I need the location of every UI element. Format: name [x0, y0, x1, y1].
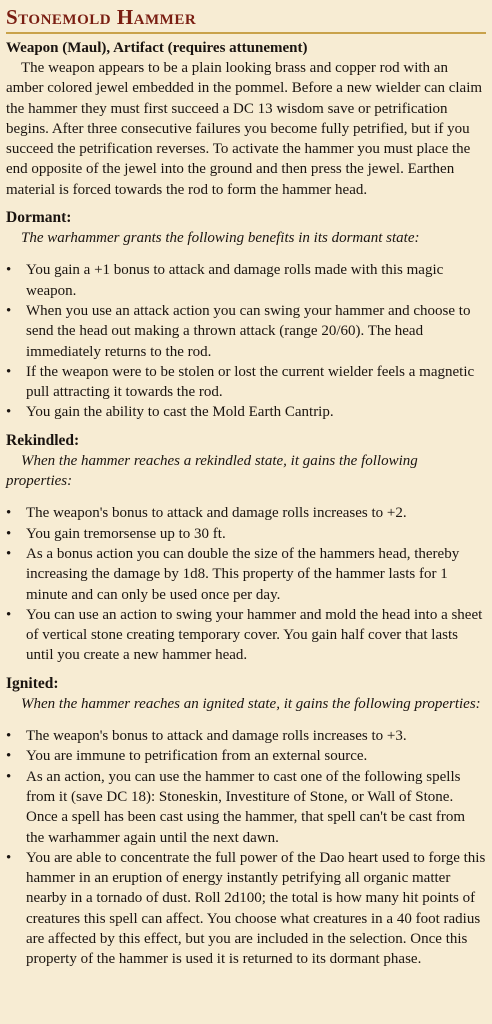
list-item: • You gain tremorsense up to 30 ft.	[6, 524, 486, 544]
item-description: The weapon appears to be a plain looking brass and copper rod with an amber colored jewel embedded in the pommel. Before a new wielder can claim the hammer they must first succeed a DC 13 wisdom save or petrification begins. After three consecutive failures you become fully petrified, but if you succeed the petrification reverses. To activate the hammer you must place the end opposite of the jewel into the ground and then press the jewel. Earthen material is forced towards the rod to form the hammer head.	[6, 60, 483, 198]
section-intro: When the hammer reaches a rekindled state, it gains the following properties:	[6, 452, 418, 490]
list-item: • The weapon's bonus to attack and damage rolls increases to +2.	[6, 503, 486, 523]
section-rekindled	[6, 431, 486, 666]
section-heading: Rekindled:	[6, 431, 80, 449]
bullet-icon: •	[6, 748, 12, 765]
section-dormant	[6, 208, 486, 423]
list-item: • You are able to concentrate the full power of the Dao heart used to forge this hammer in an eruption of energy instantly petrifying all organic matter nearby in a tornado of dust. Roll 2d100; the total is how many hit points of creatures this spell can affect. You choose what creatures in a 40 foot radius are affected by this effect, but you are included in the selection. Once this property of the hammer is used it is returned to its dormant phase.	[6, 849, 486, 968]
bullet-icon: •	[6, 404, 12, 421]
bullet-icon: •	[6, 768, 12, 785]
section-heading: Dormant:	[6, 209, 72, 227]
list-item: • You can use an action to swing your hammer and mold the head into a sheet of vertical stone creating temporary cover. You gain half cover that lasts until you create a new hammer head.	[6, 606, 483, 664]
benefit-list	[6, 726, 486, 970]
list-item: • You gain the ability to cast the Mold Earth Cantrip.	[6, 402, 486, 422]
section-intro: The warhammer grants the following benefits in its dormant state:	[21, 230, 420, 247]
bullet-icon: •	[6, 606, 12, 623]
list-item: • You are immune to petrification from an external source.	[6, 746, 486, 766]
bullet-icon: •	[6, 262, 12, 279]
bullet-icon: •	[6, 728, 12, 745]
list-item: • If the weapon were to be stolen or lost the current wielder feels a magnetic pull attracting it towards the rod.	[6, 363, 475, 401]
section-heading: Ignited:	[6, 674, 59, 692]
bullet-icon: •	[6, 849, 12, 866]
section-ignited	[6, 674, 486, 970]
item-subtitle: Weapon (Maul), Artifact (requires attunement)	[6, 40, 308, 56]
list-item: • As a bonus action you can double the size of the hammers head, thereby increasing the damage by 1d8. This property of the hammer lasts for 1 minute and can only be used once per day.	[6, 545, 460, 603]
bullet-icon: •	[6, 302, 12, 319]
bullet-icon: •	[6, 505, 12, 522]
list-item: • You gain a +1 bonus to attack and damage rolls made with this magic weapon.	[6, 262, 444, 299]
list-item: • As an action, you can use the hammer to cast one of the following spells from it (save DC 18): Stoneskin, Investiture of Stone, or Wall of Stone. Once a spell has been cast using the hammer, that spell can't be cast from the warhammer again until the next dawn.	[6, 768, 466, 846]
bullet-icon: •	[6, 525, 12, 542]
section-intro: When the hammer reaches an ignited state, it gains the following properties:	[21, 695, 481, 712]
title-divider	[6, 32, 486, 34]
list-item: • The weapon's bonus to attack and damage rolls increases to +3.	[6, 726, 486, 746]
benefit-list	[6, 503, 486, 665]
benefit-list	[6, 260, 486, 422]
list-item: • When you use an attack action you can swing your hammer and choose to send the head out making a thrown attack (range 20/60). The head immediately returns to the rod.	[6, 302, 471, 360]
bullet-icon: •	[6, 363, 12, 380]
item-title: Stonemold Hammer	[6, 5, 197, 29]
bullet-icon: •	[6, 545, 12, 562]
